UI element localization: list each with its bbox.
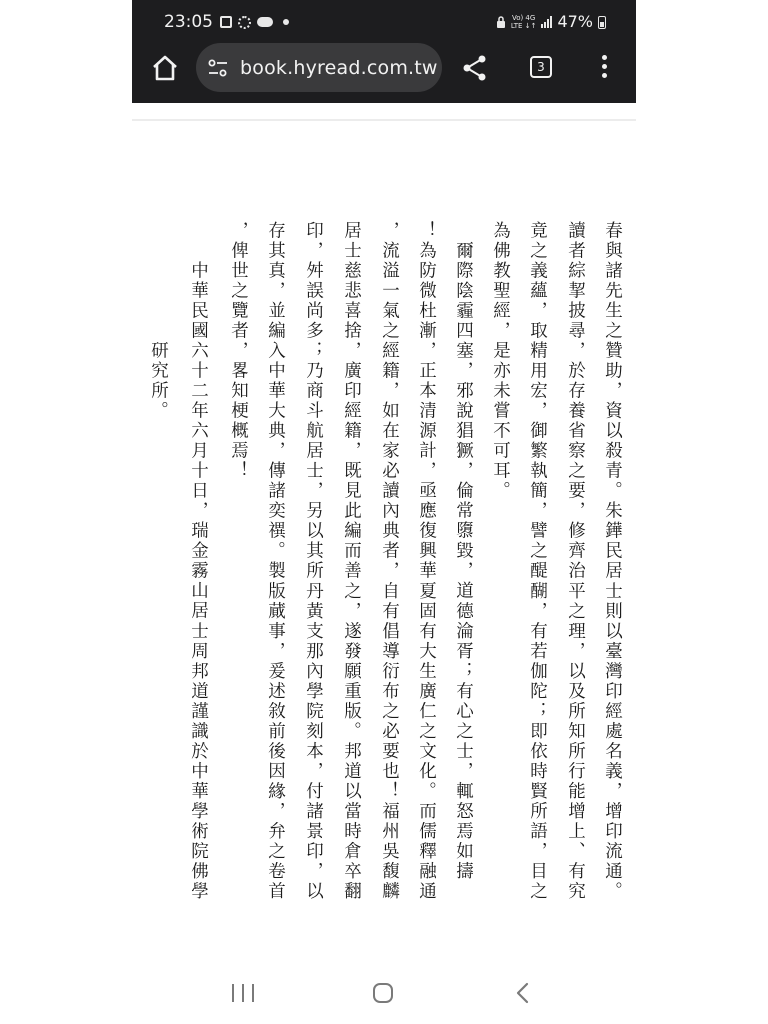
text-column-5: 爾際陰霾四塞，邪說猖獗，倫常隳毀，道德淪胥；有心之士，輒怒焉如擣 [453, 241, 474, 882]
status-time: 23:05 [164, 12, 213, 32]
volte-label-top: Vo) 4G [511, 14, 536, 22]
text-column-1: 春與諸先生之贊助，資以殺青。朱鏵民居士則以臺灣印經處名義，增印流通。 [602, 221, 623, 902]
home-icon[interactable] [148, 51, 182, 85]
browser-chrome [132, 0, 636, 103]
text-column-8: 居士慈悲喜捨，廣印經籍，既見此編而善之，遂發願重版。邦道以當時倉卒翻 [341, 221, 362, 902]
text-column-6: ！為防微杜漸，正本清源計，亟應復興華夏固有大生廣仁之文化。而儒釋融通 [416, 221, 437, 902]
cloud-icon [257, 17, 273, 27]
notification-dot-icon [283, 19, 289, 25]
image-icon [220, 16, 232, 28]
right-margin [636, 0, 768, 1024]
text-column-11: ，俾世之覽者，畧知梗概焉！ [228, 221, 249, 482]
left-margin [0, 0, 132, 1024]
system-navigation-bar [132, 970, 636, 1020]
more-menu-icon[interactable] [592, 55, 616, 81]
tabs-icon[interactable]: 3 [530, 56, 552, 78]
url-text[interactable]: book.hyread.com.tw [240, 56, 438, 79]
gear-icon [238, 16, 251, 29]
back-icon[interactable] [514, 982, 532, 1004]
battery-percent: 47% [557, 12, 593, 31]
recent-apps-icon[interactable] [232, 984, 254, 1002]
text-column-4: 為佛教聖經，是亦未嘗不可耳。 [490, 221, 511, 502]
status-bar [164, 10, 606, 34]
signal-icon [541, 16, 552, 28]
text-column-2: 讀者綜挈披尋，於存養省察之要，修齊治平之理，以及所知所行能增上、有究 [565, 221, 586, 902]
volte-icon [511, 14, 537, 30]
system-icons [496, 10, 606, 34]
text-column-9: 印，舛誤尚多；乃商斗航居士，另以其所丹黃支那內學院刻本，付諸景印，以 [303, 221, 324, 902]
book-page [132, 121, 636, 956]
text-column-7: ，流溢一氣之經籍，如在家必讀內典者，自有倡導衍布之必要也！福州吳馥麟 [379, 221, 400, 902]
site-settings-icon[interactable] [206, 56, 230, 80]
home-nav-icon[interactable] [373, 983, 393, 1003]
battery-icon [598, 16, 606, 29]
text-column-3: 竟之義蘊，取精用宏，御繁執簡，譬之醍醐，有若伽陀；即依時賢所語，目之 [527, 221, 548, 902]
volte-label-bottom: LTE ↓↑ [510, 22, 537, 30]
lock-icon [496, 16, 506, 29]
notification-icons [220, 12, 289, 32]
share-icon[interactable] [460, 53, 490, 83]
text-column-10: 存其真，並編入中華大典，傳諸奕禩。製版蕆事，爰述敘前後因緣，弁之卷首 [265, 221, 286, 902]
address-bar[interactable] [196, 43, 442, 92]
text-column-12: 中華民國六十二年六月十日，瑞金霧山居士周邦道謹識於中華學術院佛學 [188, 261, 209, 902]
text-column-13: 研究所。 [148, 341, 169, 422]
